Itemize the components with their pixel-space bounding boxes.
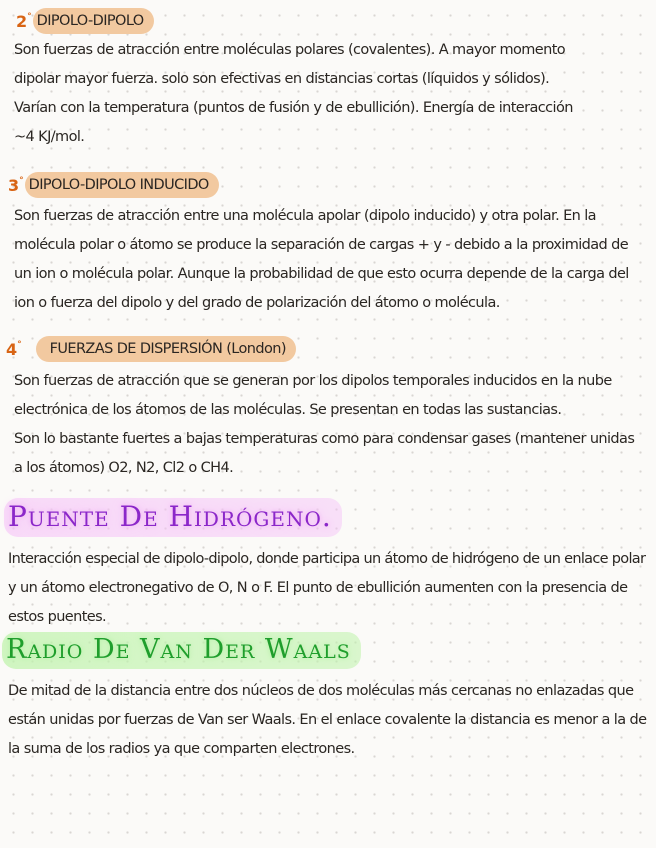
paragraph-line: electrónica de los átomos de las moléculas. Se presentan en todas las sustancias.: [14, 402, 562, 418]
section-paragraph: [14, 36, 654, 152]
section-title: FUERZAS DE DISPERSIÓN (London): [36, 336, 296, 362]
paragraph-line: De mitad de la distancia entre dos núcleos de dos moléculas más cercanas no enlazadas que: [8, 683, 634, 699]
section-heading-dispersion: [6, 336, 296, 362]
paragraph-line: un ion o molécula polar. Aunque la probabilidad de que esto ocurra depende de la carga del: [14, 266, 629, 282]
section-title: DIPOLO-DIPOLO: [33, 8, 154, 34]
paragraph-line: ion o fuerza del dipolo y del grado de polarización del átomo o molécula.: [14, 295, 500, 311]
paragraph-line: molécula polar o átomo se produce la separación de cargas + y - debido a la proximidad de: [14, 237, 629, 253]
section-number: 2°: [16, 11, 32, 31]
section-number: 4°: [6, 339, 22, 359]
paragraph-line: a los átomos) O2, N2, Cl2 o CH4.: [14, 460, 234, 476]
section-number: 3°: [8, 175, 24, 195]
radio-van-der-waals-title: Radio De Van Der Waals: [2, 632, 361, 669]
paragraph-line: estos puentes.: [8, 609, 107, 625]
paragraph-line: ~4 KJ/mol.: [14, 129, 85, 145]
section-heading-dipolo-dipolo: [16, 8, 154, 34]
paragraph-line: Son fuerzas de atracción entre una molécula apolar (dipolo inducido) y otra polar. En la: [14, 208, 596, 224]
paragraph-line: Varían con la temperatura (puntos de fusión y de ebullición). Energía de interacción: [14, 100, 573, 116]
radio-paragraph: [8, 677, 648, 764]
paragraph-line: Interacción especial de dipolo-dipolo, donde participa un átomo de hidrógeno de un enlace polar: [8, 551, 646, 567]
section-heading-dipolo-inducido: [8, 172, 219, 198]
paragraph-line: Son fuerzas de atracción entre moléculas polares (covalentes). A mayor momento: [14, 42, 566, 58]
section-title: DIPOLO-DIPOLO INDUCIDO: [25, 172, 219, 198]
section-paragraph: [14, 367, 654, 483]
puente-paragraph: [8, 545, 648, 632]
paragraph-line: dipolar mayor fuerza. solo son efectivas en distancias cortas (líquidos y sólidos).: [14, 71, 550, 87]
puente-hidrogeno-title: Puente De Hidrógeno.: [4, 498, 342, 537]
paragraph-line: la suma de los radios ya que comparten electrones.: [8, 741, 355, 757]
paragraph-line: y un átomo electronegativo de O, N o F. El punto de ebullición aumenten con la presencia de: [8, 580, 628, 596]
paragraph-line: están unidas por fuerzas de Van ser Waals. En el enlace covalente la distancia es menor a la de: [8, 712, 647, 728]
paragraph-line: Son fuerzas de atracción que se generan por los dipolos temporales inducidos en la nube: [14, 373, 612, 389]
section-paragraph: [14, 202, 654, 318]
paragraph-line: Son lo bastante fuertes a bajas temperaturas como para condensar gases (mantener unidas: [14, 431, 635, 447]
